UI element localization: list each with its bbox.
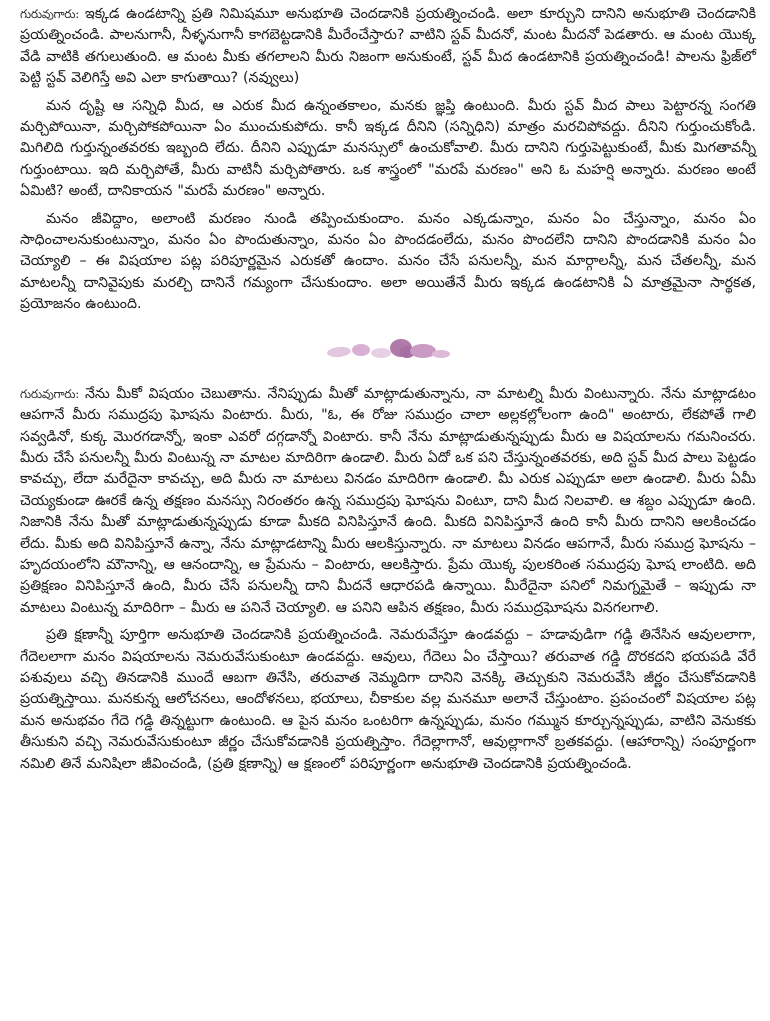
section1-paragraph-2: మన దృష్టి ఆ సన్నిధి మీద, ఆ ఎరుక మీద ఉన్నంతకాలం, మనకు జ్ఞప్తి ఉంటుంది. మీరు స్టవ్ మీద పాలు పెట్టారన్న సంగతి మర్చిపోయినా, మర్చిపోకపోయినా ఏం ముంచుకుపోదు. కానీ ఇక్కడ దీనిని (సన్నిధిని) మాత్రం మరచిపోవద్దు. దీనిని గుర్తుంచుకోండి. మిగిలిది గుర్తున్నంతవరకు ఇబ్బంది లేదు. దీనిని ఎప్పుడూ మనస్సులో ఉంచుకోవాలి. మీరు దానిని గుర్తుపెట్టుకుంటే, మీకు మిగతావన్నీ గుర్తుంటాయి. ఇది మర్చిపోతే, మీరు వాటినీ మర్చిపోతారు. ఒక శాస్త్రంలో "మరపే మరణం" అని ఓ మహర్షి అన్నారు. మరణం అంటే ఏమిటి? అంటే, దానికాయన "మరపే మరణం" అన్నారు. [20, 97, 756, 200]
section2-paragraph-1 [20, 384, 756, 619]
section1-paragraph-1 [20, 4, 756, 90]
speaker-label: గురువుగారు: [20, 386, 79, 401]
section2-paragraph-2: ప్రతి క్షణాన్నీ పూర్తిగా అనుభూతి చెందడానికి ప్రయత్నించండి. నెమరువేస్తూ ఉండవద్దు – హడావుడిగా గడ్డి తినేసిన ఆవులలాగా, గేదెలలాగా మనం విషయాలను నెమరువేసుకుంటూ ఉండవద్దు. ఆవులు, గేదెలు ఏం చేస్తాయి? తరువాత గడ్డి దొరకదని భయపడి వేరే పశువులు వచ్చి తినడానికి ముందే ఆబగా తినేసి, తరువాత నెమ్మదిగా దానిని వెనక్కి తెచ్చుకుని నెమరువేసి జీర్ణం చేసుకోవడానికి ప్రయత్నిస్తాయి. మనకున్న ఆలోచనలు, ఆందోళనలు, భయాలు, చీకాకుల వల్ల మనమూ అలానే చేస్తుంటాం. ప్రపంచంలో విషయాల పట్ల మన అనుభవం గేదె గడ్డి తిన్నట్టుగా ఉంటుంది. ఆ పైన మనం ఒంటరిగా ఉన్నప్పుడు, మనం గమ్మున కూర్చున్నప్పుడు, వాటిని వెనుకకు తీసుకుని వచ్చి నెమరువేసుకుంటూ జీర్ణం చేసుకోవడానికి ప్రయత్నిస్తాం. గేదెల్లాగానో, ఆవుల్లాగానో బ్రతకవద్దు. (ఆహారాన్ని) సంపూర్ణంగా నమిలి తినే మనిషిలా జీవించండి, (ప్రతి క్షణాన్ని) ఆ క్షణంలో పరిపూర్ణంగా అనుభూతి చెందడానికి ప్రయత్నించండి. [20, 627, 756, 772]
page-content [20, 4, 756, 775]
section-divider [20, 316, 756, 380]
section2-paragraph-1-text: నేను మీకో విషయం చెబుతాను. నేనిప్పుడు మీతో మాట్లాడుతున్నాను, నా మాటల్ని మీరు వింటున్నారు. నేను మాట్లాడటం ఆపగానే మీరు సముద్రపు ఘోషను వింటారు. మీరు, "ఓ, ఈ రోజు సముద్రం చాలా అల్లకల్లోలంగా ఉంది" అంటారు, లేకపోతే గాలి సవ్వడినో, కుక్క మొరగడాన్నో, ఇంకా ఎవరో దగ్గడాన్నో వింటారు. కానీ నేను మాట్లాడుతున్నప్పుడు మీరు ఆ విషయాలను గమనించరు. మీరు చేసే పనులన్నీ మీరు వింటున్న నా మాటల మాదిరిగా ఉండాలి. మీరు ఏదో ఒక పని చేస్తున్నంతవరకు, అది స్టవ్ మీద పాలు పెట్టడం కావచ్చు, లేదా మరేదైనా కావచ్చు, అది మీరు నా మాటలు వినడం మాదిరిగా ఉండాలి. మీ ఎరుక ఎప్పుడూ అలా ఉండాలి. మీరు ఏమీ చెయ్యకుండా ఊరకే ఉన్న తక్షణం మనస్సు నిరంతరం ఉన్న సముద్రపు ఘోషను వింటూ, దాని మీద నిలవాలి. ఆ శబ్దం ఎప్పుడూ ఉంది. నిజానికి నేను మీతో మాట్లాడుతున్నప్పుడు కూడా మీకది వినిపిస్తూనే ఉంది. మీకది వినిపిస్తూనే ఉంది కానీ మీరు దానిని ఆలకించడం లేదు. మీకు అది వినిపిస్తూనే ఉన్నా, నేను మాట్లాడటాన్ని మీరు ఆలకిస్తున్నారు. నా మాటలు వినడం ఆపగానే, మీరు సముద్ర ఘోషను – హృదయంలోని మౌనాన్ని, ఆ ఆనందాన్ని, ఆ ప్రేమను – వింటారు, ఆలకిస్తారు. ప్రేమ యొక్క పులకరింత సముద్రపు ఘోష లాంటిది. అది ప్రతిక్షణం వినిపిస్తూనే ఉంది, మీరు చేసే పనులన్నీ దాని మీదనే ఆధారపడి ఉన్నాయి. మీరేదైనా పనిలో నిమగ్నమైతే – ఇప్పుడు నా మాటలు వింటున్న మాదిరిగా – మీరు ఆ పనినే చెయ్యాలి. ఆ పనిని ఆపిన తక్షణం, మీరు సముద్రఘోషను వినగలగాలి. [20, 385, 756, 616]
section1-paragraph-3: మనం జీవిద్దాం, అలాంటి మరణం నుండి తప్పించుకుందాం. మనం ఎక్కడున్నాం, మనం ఏం చేస్తున్నాం, మనం ఏం సాధించాలనుకుంటున్నాం, మనం ఏం పొందుతున్నాం, మనం ఏం పొందడంలేదు, మనం పొందలేని దానిని పొందడానికి మనం ఏం చెయ్యాలి – ఈ విషయాల పట్ల పరిపూర్ణమైన ఎరుకతో ఉందాం. మనం చేసే పనులన్నీ, మన మార్గాలన్నీ, మన చేతలన్నీ, మన మాటలన్నీ దానివైపుకు మరల్చి దానినే గమ్యంగా చేసుకుందాం. అలా అయితేనే మీరు ఇక్కడ ఉండటానికి ఏ మాత్రమైనా సార్థకత, ప్రయోజనం ఉంటుంది. [20, 210, 756, 313]
speaker-label: గురువుగారు: [20, 7, 79, 21]
flower-petals-icon [323, 333, 453, 363]
section1-paragraph-1-text: ఇక్కడ ఉండటాన్ని ప్రతి నిమిషమూ అనుభూతి చెందడానికి ప్రయత్నించండి. అలా కూర్చుని దానిని అనుభూతి చెందడానికి ప్రయత్నించండి. పాలనుగానీ, నీళ్ళనుగానీ కాగబెట్టడానికి మీరేంచేస్తారు? వాటిని స్టవ్ మీదనో, మంట మీదనో పెడతారు. ఆ మంట యొక్క వేడి వాటికి తగులుతుంది. ఆ మంట మీకు తగలాలని మీరు నిజంగా అనుకుంటే, స్టవ్ మీద ఉండటానికి ప్రయత్నించండి! పాలను ఫ్రిజ్‌లో పెట్టి స్టవ్ వెలిగిస్తే అవి ఎలా కాగుతాయి? (నవ్వులు) [20, 6, 756, 87]
